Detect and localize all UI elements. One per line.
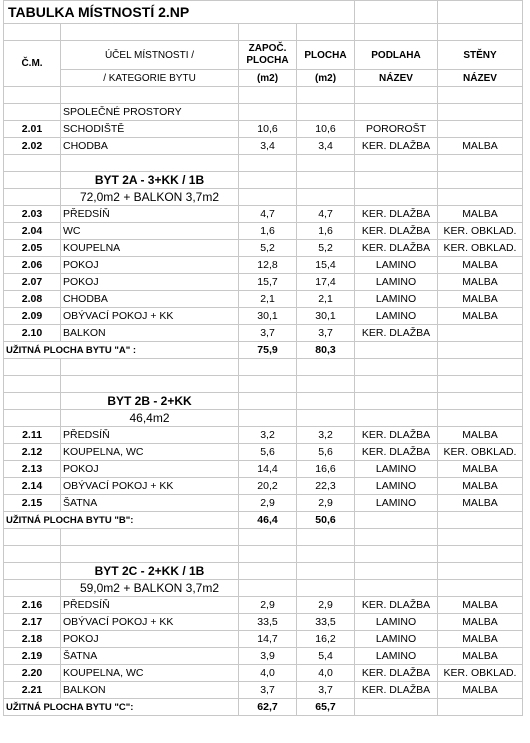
room-steny: MALBA xyxy=(438,461,523,478)
room-number: 2.13 xyxy=(4,461,61,478)
room-steny: KER. OBKLAD. xyxy=(438,665,523,682)
table-row xyxy=(4,325,523,342)
room-steny: MALBA xyxy=(438,682,523,699)
room-name: KOUPELNA, WC xyxy=(61,444,239,461)
room-zapoc: 2,9 xyxy=(239,597,297,614)
room-number: 2.04 xyxy=(4,223,61,240)
room-zapoc: 10,6 xyxy=(239,121,297,138)
room-zapoc: 2,1 xyxy=(239,291,297,308)
room-number: 2.09 xyxy=(4,308,61,325)
header-ucel-2: / KATEGORIE BYTU xyxy=(61,70,239,87)
room-steny: MALBA xyxy=(438,274,523,291)
room-name: SCHODIŠTĚ xyxy=(61,121,239,138)
table-row xyxy=(4,138,523,155)
flat-name: BYT 2C - 2+KK / 1B xyxy=(61,563,239,580)
room-name: PŘEDSÍŇ xyxy=(61,597,239,614)
room-podlaha: LAMINO xyxy=(355,478,438,495)
room-steny: MALBA xyxy=(438,138,523,155)
room-number: 2.02 xyxy=(4,138,61,155)
room-number: 2.01 xyxy=(4,121,61,138)
common-heading-row xyxy=(4,104,523,121)
room-podlaha: KER. DLAŽBA xyxy=(355,223,438,240)
flat-area-row xyxy=(4,189,523,206)
table-row xyxy=(4,291,523,308)
room-zapoc: 2,9 xyxy=(239,495,297,512)
flat-total-plocha: 80,3 xyxy=(297,342,355,359)
room-steny: MALBA xyxy=(438,206,523,223)
room-steny xyxy=(438,121,523,138)
room-zapoc: 3,9 xyxy=(239,648,297,665)
room-zapoc: 5,6 xyxy=(239,444,297,461)
room-podlaha: KER. DLAŽBA xyxy=(355,597,438,614)
room-podlaha: KER. DLAŽBA xyxy=(355,206,438,223)
table-row xyxy=(4,240,523,257)
room-steny: MALBA xyxy=(438,308,523,325)
room-number: 2.11 xyxy=(4,427,61,444)
flat-total-plocha: 65,7 xyxy=(297,699,355,716)
room-steny: MALBA xyxy=(438,648,523,665)
room-plocha: 4,7 xyxy=(297,206,355,223)
room-name: POKOJ xyxy=(61,631,239,648)
flat-total-zapoc: 46,4 xyxy=(239,512,297,529)
room-podlaha: KER. DLAŽBA xyxy=(355,682,438,699)
table-row xyxy=(4,495,523,512)
table-row xyxy=(4,614,523,631)
table-row xyxy=(4,665,523,682)
table-row xyxy=(4,257,523,274)
room-plocha: 15,4 xyxy=(297,257,355,274)
room-name: PŘEDSÍŇ xyxy=(61,427,239,444)
room-number: 2.19 xyxy=(4,648,61,665)
flat-name: BYT 2B - 2+KK xyxy=(61,393,239,410)
room-steny: MALBA xyxy=(438,495,523,512)
room-number: 2.21 xyxy=(4,682,61,699)
page-title: TABULKA MÍSTNOSTÍ 2.NP xyxy=(4,1,355,24)
room-name: OBÝVACÍ POKOJ + KK xyxy=(61,478,239,495)
room-name: KOUPELNA xyxy=(61,240,239,257)
room-podlaha: LAMINO xyxy=(355,291,438,308)
room-zapoc: 14,7 xyxy=(239,631,297,648)
room-name: BALKON xyxy=(61,325,239,342)
flat-total-zapoc: 62,7 xyxy=(239,699,297,716)
room-steny: KER. OBKLAD. xyxy=(438,444,523,461)
room-zapoc: 33,5 xyxy=(239,614,297,631)
room-zapoc: 1,6 xyxy=(239,223,297,240)
room-table xyxy=(3,0,523,716)
room-name: KOUPELNA, WC xyxy=(61,665,239,682)
room-plocha: 3,2 xyxy=(297,427,355,444)
room-zapoc: 20,2 xyxy=(239,478,297,495)
table-row xyxy=(4,597,523,614)
room-plocha: 5,6 xyxy=(297,444,355,461)
flat-total-label: UŽITNÁ PLOCHA BYTU "A" : xyxy=(4,342,239,359)
room-steny: KER. OBKLAD. xyxy=(438,223,523,240)
header-zapoc-unit: (m2) xyxy=(239,70,297,87)
flat-total-row xyxy=(4,512,523,529)
room-zapoc: 3,7 xyxy=(239,325,297,342)
room-plocha: 1,6 xyxy=(297,223,355,240)
room-podlaha: LAMINO xyxy=(355,495,438,512)
room-zapoc: 5,2 xyxy=(239,240,297,257)
flat-area-row xyxy=(4,580,523,597)
room-plocha: 3,7 xyxy=(297,325,355,342)
room-name: CHODBA xyxy=(61,138,239,155)
room-name: CHODBA xyxy=(61,291,239,308)
table-row xyxy=(4,461,523,478)
room-name: OBÝVACÍ POKOJ + KK xyxy=(61,614,239,631)
room-plocha: 22,3 xyxy=(297,478,355,495)
table-row xyxy=(4,444,523,461)
room-number: 2.14 xyxy=(4,478,61,495)
room-zapoc: 4,7 xyxy=(239,206,297,223)
flat-total-plocha: 50,6 xyxy=(297,512,355,529)
table-row xyxy=(4,121,523,138)
room-plocha: 33,5 xyxy=(297,614,355,631)
room-podlaha: KER. DLAŽBA xyxy=(355,325,438,342)
room-steny: MALBA xyxy=(438,427,523,444)
room-steny: MALBA xyxy=(438,631,523,648)
header-plocha-unit: (m2) xyxy=(297,70,355,87)
room-plocha: 10,6 xyxy=(297,121,355,138)
table-row xyxy=(4,427,523,444)
room-podlaha: LAMINO xyxy=(355,461,438,478)
room-number: 2.07 xyxy=(4,274,61,291)
room-zapoc: 30,1 xyxy=(239,308,297,325)
room-number: 2.16 xyxy=(4,597,61,614)
table-row xyxy=(4,478,523,495)
room-plocha: 16,2 xyxy=(297,631,355,648)
room-number: 2.12 xyxy=(4,444,61,461)
flat-total-label: UŽITNÁ PLOCHA BYTU "C": xyxy=(4,699,239,716)
flat-total-label: UŽITNÁ PLOCHA BYTU "B": xyxy=(4,512,239,529)
room-name: BALKON xyxy=(61,682,239,699)
room-plocha: 5,4 xyxy=(297,648,355,665)
flat-heading-row xyxy=(4,563,523,580)
room-podlaha: KER. DLAŽBA xyxy=(355,138,438,155)
room-number: 2.08 xyxy=(4,291,61,308)
header-podlaha: PODLAHA xyxy=(355,41,438,70)
header-steny-nazev: NÁZEV xyxy=(438,70,523,87)
room-plocha: 3,7 xyxy=(297,682,355,699)
room-zapoc: 3,2 xyxy=(239,427,297,444)
flat-area: 72,0m2 + BALKON 3,7m2 xyxy=(61,189,239,206)
room-number: 2.05 xyxy=(4,240,61,257)
table-row xyxy=(4,223,523,240)
room-zapoc: 14,4 xyxy=(239,461,297,478)
room-podlaha: LAMINO xyxy=(355,257,438,274)
title-row xyxy=(4,1,523,24)
flat-area: 46,4m2 xyxy=(61,410,239,427)
flat-heading-row xyxy=(4,172,523,189)
room-zapoc: 3,4 xyxy=(239,138,297,155)
room-name: ŠATNA xyxy=(61,495,239,512)
room-name: POKOJ xyxy=(61,274,239,291)
room-zapoc: 15,7 xyxy=(239,274,297,291)
flat-total-row xyxy=(4,342,523,359)
room-zapoc: 4,0 xyxy=(239,665,297,682)
table-row xyxy=(4,648,523,665)
table-row xyxy=(4,308,523,325)
header-steny: STĚNY xyxy=(438,41,523,70)
room-steny: MALBA xyxy=(438,257,523,274)
room-zapoc: 12,8 xyxy=(239,257,297,274)
room-number: 2.15 xyxy=(4,495,61,512)
table-row xyxy=(4,682,523,699)
room-name: POKOJ xyxy=(61,461,239,478)
room-zapoc: 3,7 xyxy=(239,682,297,699)
table-row xyxy=(4,274,523,291)
room-steny: MALBA xyxy=(438,291,523,308)
room-name: WC xyxy=(61,223,239,240)
flat-heading-row xyxy=(4,393,523,410)
room-plocha: 5,2 xyxy=(297,240,355,257)
room-plocha: 16,6 xyxy=(297,461,355,478)
header-row-2 xyxy=(4,70,523,87)
room-number: 2.17 xyxy=(4,614,61,631)
room-plocha: 3,4 xyxy=(297,138,355,155)
header-ucel-1: ÚČEL MÍSTNOSTI / xyxy=(61,41,239,70)
room-steny: MALBA xyxy=(438,597,523,614)
room-steny xyxy=(438,325,523,342)
room-podlaha: POROROŠT xyxy=(355,121,438,138)
room-podlaha: LAMINO xyxy=(355,614,438,631)
room-number: 2.03 xyxy=(4,206,61,223)
room-steny: MALBA xyxy=(438,614,523,631)
header-podlaha-nazev: NÁZEV xyxy=(355,70,438,87)
header-cm: Č.M. xyxy=(4,41,61,87)
flat-name: BYT 2A - 3+KK / 1B xyxy=(61,172,239,189)
room-podlaha: LAMINO xyxy=(355,274,438,291)
room-podlaha: KER. DLAŽBA xyxy=(355,665,438,682)
room-number: 2.10 xyxy=(4,325,61,342)
flat-area: 59,0m2 + BALKON 3,7m2 xyxy=(61,580,239,597)
room-number: 2.18 xyxy=(4,631,61,648)
table-row xyxy=(4,206,523,223)
room-table-body xyxy=(4,1,523,716)
header-row-1 xyxy=(4,41,523,70)
room-steny: KER. OBKLAD. xyxy=(438,240,523,257)
room-number: 2.20 xyxy=(4,665,61,682)
flat-total-row xyxy=(4,699,523,716)
room-steny: MALBA xyxy=(438,478,523,495)
room-plocha: 4,0 xyxy=(297,665,355,682)
room-plocha: 2,1 xyxy=(297,291,355,308)
room-podlaha: KER. DLAŽBA xyxy=(355,427,438,444)
room-podlaha: LAMINO xyxy=(355,648,438,665)
header-plocha: PLOCHA xyxy=(297,41,355,70)
common-heading: SPOLEČNÉ PROSTORY xyxy=(61,104,239,121)
table-row xyxy=(4,631,523,648)
room-name: OBÝVACÍ POKOJ + KK xyxy=(61,308,239,325)
room-podlaha: LAMINO xyxy=(355,308,438,325)
flat-total-zapoc: 75,9 xyxy=(239,342,297,359)
room-number: 2.06 xyxy=(4,257,61,274)
room-plocha: 2,9 xyxy=(297,495,355,512)
room-plocha: 17,4 xyxy=(297,274,355,291)
room-plocha: 2,9 xyxy=(297,597,355,614)
flat-area-row xyxy=(4,410,523,427)
room-plocha: 30,1 xyxy=(297,308,355,325)
room-podlaha: LAMINO xyxy=(355,631,438,648)
room-podlaha: KER. DLAŽBA xyxy=(355,444,438,461)
room-name: POKOJ xyxy=(61,257,239,274)
room-name: ŠATNA xyxy=(61,648,239,665)
room-podlaha: KER. DLAŽBA xyxy=(355,240,438,257)
header-zapoc: ZAPOČ. PLOCHA xyxy=(239,41,297,70)
room-name: PŘEDSÍŇ xyxy=(61,206,239,223)
